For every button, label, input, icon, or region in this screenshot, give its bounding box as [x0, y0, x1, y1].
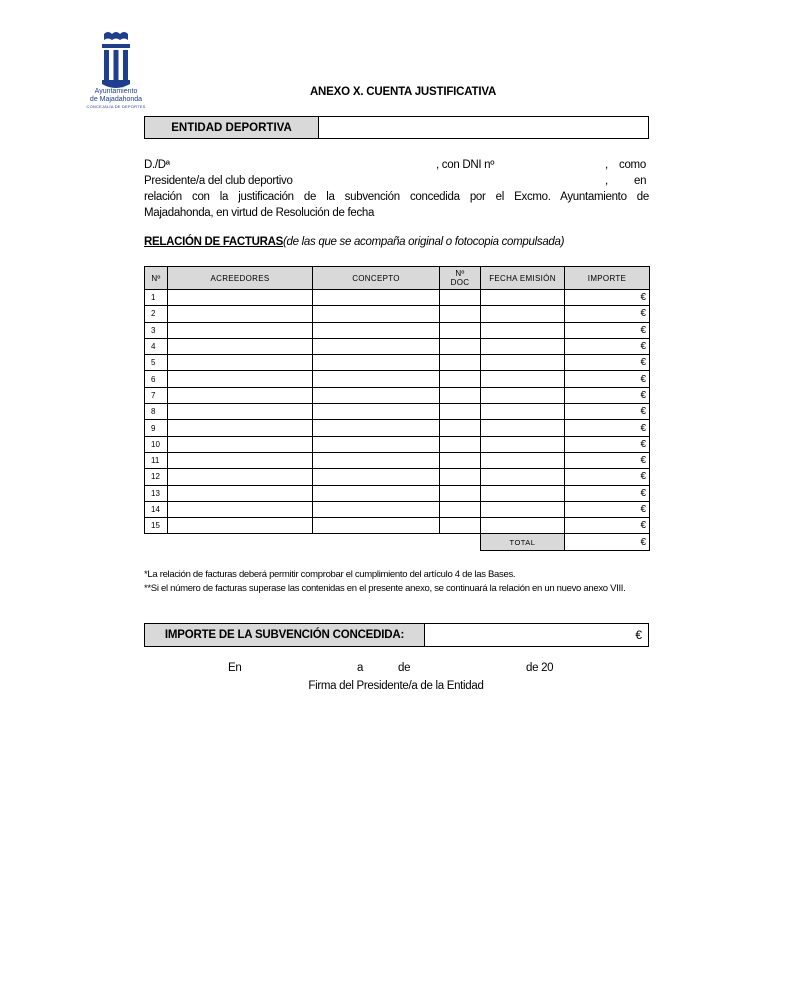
cell-concepto[interactable] [313, 290, 440, 306]
cell-acreedor[interactable] [168, 355, 313, 371]
text-comma: , [605, 159, 608, 171]
cell-num-doc[interactable] [440, 452, 481, 468]
total-row-spacer [313, 534, 440, 550]
text-dd: D./Dª [144, 159, 170, 171]
total-row-spacer [145, 534, 168, 550]
text-presidente: Presidente/a del club deportivo [144, 175, 293, 187]
table-row [145, 290, 650, 306]
table-row [145, 436, 650, 452]
signature-de: de [398, 662, 411, 674]
cell-acreedor[interactable] [168, 501, 313, 517]
cell-concepto[interactable] [313, 485, 440, 501]
header-importe: IMPORTE [565, 267, 650, 290]
importe-subvencion-label: IMPORTE DE LA SUBVENCIÓN CONCEDIDA: [145, 624, 425, 646]
cell-importe[interactable]: € [565, 404, 650, 420]
cell-acreedor[interactable] [168, 420, 313, 436]
row-number: 13 [145, 485, 168, 501]
text-comma: , [605, 175, 608, 187]
cell-num-doc[interactable] [440, 420, 481, 436]
cell-concepto[interactable] [313, 404, 440, 420]
header-doc-line2: DOC [450, 278, 470, 287]
cell-acreedor[interactable] [168, 518, 313, 534]
cell-fecha-emision[interactable] [481, 322, 565, 338]
cell-importe[interactable]: € [565, 452, 650, 468]
total-row-spacer [440, 534, 481, 550]
cell-importe[interactable]: € [565, 338, 650, 354]
cell-concepto[interactable] [313, 322, 440, 338]
cell-importe[interactable]: € [565, 387, 650, 403]
document-title: ANEXO X. CUENTA JUSTIFICATIVA [309, 86, 497, 98]
cell-acreedor[interactable] [168, 322, 313, 338]
cell-importe[interactable]: € [565, 469, 650, 485]
table-row [145, 338, 650, 354]
table-row [145, 452, 650, 468]
cell-importe[interactable]: € [565, 518, 650, 534]
cell-fecha-emision[interactable] [481, 290, 565, 306]
cell-num-doc[interactable] [440, 290, 481, 306]
cell-acreedor[interactable] [168, 469, 313, 485]
row-number: 7 [145, 387, 168, 403]
cell-fecha-emision[interactable] [481, 436, 565, 452]
table-row [145, 306, 650, 322]
cell-num-doc[interactable] [440, 404, 481, 420]
logo-text-line1: Ayuntamiento [94, 88, 138, 95]
euro-symbol: € [635, 628, 642, 642]
cell-importe[interactable]: € [565, 306, 650, 322]
entidad-deportiva-box [144, 116, 649, 139]
cell-acreedor[interactable] [168, 452, 313, 468]
footnote-2: **Si el número de facturas superase las contenidas en el presente anexo, se continuará la relación en un nuevo anexo VIII. [144, 583, 626, 594]
table-row [145, 469, 650, 485]
row-number: 12 [145, 469, 168, 485]
cell-concepto[interactable] [313, 469, 440, 485]
row-number: 2 [145, 306, 168, 322]
cell-acreedor[interactable] [168, 290, 313, 306]
table-row [145, 501, 650, 517]
table-row [145, 371, 650, 387]
importe-subvencion-field[interactable] [425, 624, 648, 646]
cell-fecha-emision[interactable] [481, 518, 565, 534]
cell-num-doc[interactable] [440, 469, 481, 485]
cell-acreedor[interactable] [168, 436, 313, 452]
cell-concepto[interactable] [313, 518, 440, 534]
cell-concepto[interactable] [313, 371, 440, 387]
row-number: 3 [145, 322, 168, 338]
table-row [145, 355, 650, 371]
total-label: TOTAL [481, 534, 565, 550]
row-number: 11 [145, 452, 168, 468]
relacion-facturas-title: RELACIÓN DE FACTURAS [144, 236, 284, 248]
cell-importe[interactable]: € [565, 420, 650, 436]
cell-acreedor[interactable] [168, 485, 313, 501]
row-number: 9 [145, 420, 168, 436]
table-row [145, 518, 650, 534]
cell-acreedor[interactable] [168, 387, 313, 403]
table-row [145, 322, 650, 338]
cell-fecha-emision[interactable] [481, 306, 565, 322]
signature-a: a [357, 662, 364, 674]
cell-acreedor[interactable] [168, 306, 313, 322]
relacion-facturas-note: (de las que se acompaña original o fotocopia compulsada) [283, 236, 565, 248]
cell-concepto[interactable] [313, 436, 440, 452]
entidad-deportiva-field[interactable] [319, 117, 648, 138]
signature-firma-label: Firma del Presidente/a de la Entidad [308, 680, 484, 692]
logo-text-line2: de Majadahonda [89, 96, 143, 103]
relacion-facturas-heading [144, 236, 564, 248]
cell-num-doc[interactable] [440, 306, 481, 322]
cell-concepto[interactable] [313, 452, 440, 468]
header-fecha-emision: FECHA EMISIÓN [481, 267, 565, 290]
text-como: como [619, 159, 646, 171]
header-doc [440, 267, 481, 290]
logo-text-line3: CONCEJALÍA DE DEPORTES [86, 104, 146, 109]
text-en: en [634, 175, 647, 187]
table-row [145, 404, 650, 420]
cell-fecha-emision[interactable] [481, 355, 565, 371]
cell-acreedor[interactable] [168, 338, 313, 354]
cell-concepto[interactable] [313, 420, 440, 436]
importe-subvencion-box [144, 623, 649, 647]
signature-en: En [228, 662, 242, 674]
cell-fecha-emision[interactable] [481, 338, 565, 354]
cell-concepto[interactable] [313, 501, 440, 517]
header-acreedores: ACREEDORES [168, 267, 313, 290]
facturas-table [144, 266, 650, 551]
cell-fecha-emision[interactable] [481, 469, 565, 485]
row-number: 8 [145, 404, 168, 420]
signature-de-20: de 20 [526, 662, 554, 674]
row-number: 4 [145, 338, 168, 354]
cell-concepto[interactable] [313, 306, 440, 322]
cell-num-doc[interactable] [440, 322, 481, 338]
cell-num-doc[interactable] [440, 501, 481, 517]
total-importe[interactable]: € [565, 534, 650, 550]
cell-concepto[interactable] [313, 355, 440, 371]
table-row [145, 485, 650, 501]
table-total-row [145, 534, 650, 550]
cell-num-doc[interactable] [440, 355, 481, 371]
cell-fecha-emision[interactable] [481, 404, 565, 420]
cell-importe[interactable]: € [565, 290, 650, 306]
row-number: 5 [145, 355, 168, 371]
cell-importe[interactable]: € [565, 485, 650, 501]
cell-fecha-emision[interactable] [481, 452, 565, 468]
cell-num-doc[interactable] [440, 485, 481, 501]
row-number: 6 [145, 371, 168, 387]
footnote-1: *La relación de facturas deberá permitir comprobar el cumplimiento del artículo 4 de las Bases. [144, 569, 516, 580]
cell-fecha-emision[interactable] [481, 501, 565, 517]
header-num: Nº [145, 267, 168, 290]
cell-importe[interactable]: € [565, 371, 650, 387]
entidad-deportiva-label: ENTIDAD DEPORTIVA [145, 117, 319, 138]
row-number: 1 [145, 290, 168, 306]
total-row-spacer [168, 534, 313, 550]
row-number: 10 [145, 436, 168, 452]
header-concepto: CONCEPTO [313, 267, 440, 290]
cell-importe[interactable]: € [565, 355, 650, 371]
cell-num-doc[interactable] [440, 387, 481, 403]
table-header-row [145, 267, 650, 290]
cell-importe[interactable]: € [565, 322, 650, 338]
cell-fecha-emision[interactable] [481, 387, 565, 403]
row-number: 14 [145, 501, 168, 517]
cell-acreedor[interactable] [168, 371, 313, 387]
text-resolucion: Majadahonda, en virtud de Resolución de fecha [144, 207, 375, 219]
cell-fecha-emision[interactable] [481, 371, 565, 387]
cell-acreedor[interactable] [168, 404, 313, 420]
cell-concepto[interactable] [313, 387, 440, 403]
cell-importe[interactable]: € [565, 436, 650, 452]
cell-fecha-emision[interactable] [481, 485, 565, 501]
cell-num-doc[interactable] [440, 338, 481, 354]
cell-importe[interactable]: € [565, 501, 650, 517]
cell-num-doc[interactable] [440, 518, 481, 534]
cell-num-doc[interactable] [440, 436, 481, 452]
header-doc-line1: Nº [455, 269, 465, 278]
table-row [145, 387, 650, 403]
cell-concepto[interactable] [313, 338, 440, 354]
text-relacion-justificacion: relación con la justificación de la subvención concedida por el Excmo. Ayuntamiento de [144, 191, 649, 203]
cell-fecha-emision[interactable] [481, 420, 565, 436]
cell-num-doc[interactable] [440, 371, 481, 387]
row-number: 15 [145, 518, 168, 534]
text-dni: , con DNI nº [436, 159, 495, 171]
table-row [145, 420, 650, 436]
